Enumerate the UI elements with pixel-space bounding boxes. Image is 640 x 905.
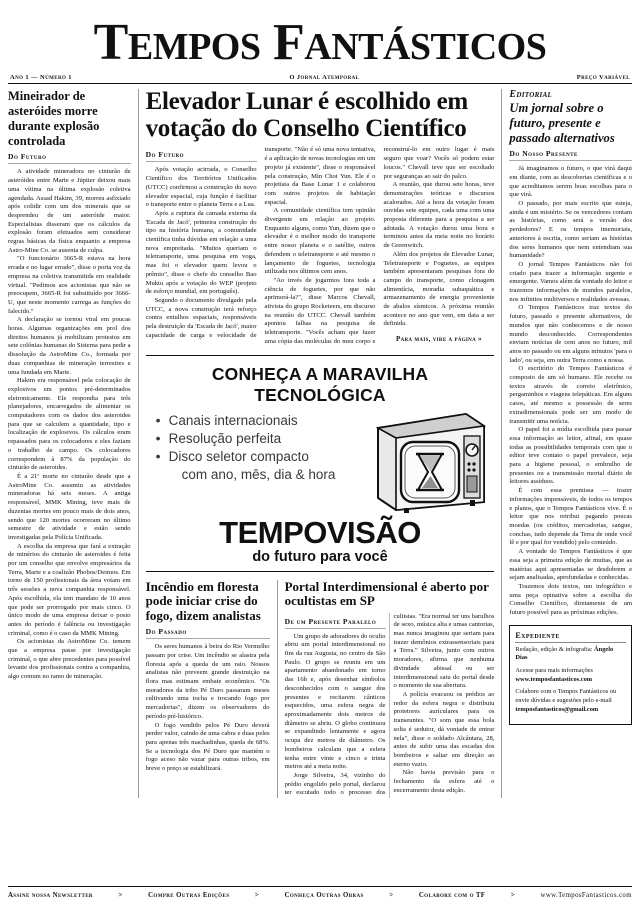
footer-link-editions[interactable]: Compre Outras Edições — [148, 891, 230, 899]
paragraph: Após votação acirrada, o Conselho Científico dos Territórios Unificados (UTCC) confirmou a construção do novo elevador espacial, cuja função é facilitar o transporte entre o planeta Terra e a Lua. — [145, 166, 257, 209]
paragraph: Após a ruptura da camada externa da 'Escada de Jacó', primeira construção do tipo na história humana, a comunidade científica tinha dúvidas em relação a uma nova empreitada. "Muitos queriam o teletransporte, uma pesquisa em voga, mas foi o elevador quem levou o prêmio", disse o chefe do conselho Bao Muktu após a votação do WEP (projeto de esforço mundial, em português). — [145, 209, 257, 296]
paragraph: É com essa premissa — trazer informações impensáveis, de todos os tempos e planos, que o Tempos Fantásticos vive. É o leitor que nos retribui pagando poucas moedas (ou créditos, mercadorias, sangue, conchas, tudo depende da Terra de onde você lê e por qual for vendido) pelo conteúdo. — [509, 487, 633, 547]
editorial-column — [502, 89, 632, 798]
issue-number: Ano 1 — Número 1 — [10, 74, 72, 82]
title-t: T — [93, 14, 128, 71]
ad-slogan: do futuro para você — [252, 548, 388, 565]
ad-headline: CONHEÇA A MARAVILHA TECNOLÓGICA — [211, 363, 429, 405]
ad-feature-continuation: com ano, mês, dia & hora — [181, 467, 336, 483]
paragraph: O jornal Tempos Fantásticos não foi criado para trazer a informação urgente e emergente. Vamos além da vontade do leitor e trazemos informações de mundos paralelos, nos infinitos multiversos e realidades avessas. — [509, 260, 633, 303]
footer-link-collaborate[interactable]: Colabore com o TF — [418, 891, 486, 899]
expediente-contact-label: Acesse para mais informações — [515, 667, 593, 675]
ad-feature-item — [156, 448, 365, 484]
footer-website[interactable]: www.TemposFantasticos.com — [540, 891, 632, 899]
newspaper-price: Preço Variável — [576, 74, 630, 82]
fire-article-byline: Do Passado — [146, 627, 270, 639]
lower-articles — [146, 580, 495, 798]
paragraph: O passado, por mais escrito que esteja, ainda é um mistério. Se os vencedores contam as histórias, como será a versão dos perdedores? E os tempos imemoriais, anteriores à escrita, como seriam as histórias dos seres humanos que nem entendiam sua humanidade? — [509, 199, 633, 260]
paragraph: O escritório do Tempos Fantásticos é composto de um só humano. Ele recebe os textos através de correio eletrônico, pergaminhos e viagens telepáticas. Em alguns casos, até mesmo a possessão de seres extradimensionais pode ser um modo de transmitir uma notícia. — [509, 365, 633, 425]
paragraph: É a 21ª morte no cinturão desde que a AstroMine Co. assumiu as atividades mineradoras há seis meses. A antiga responsável, MMK Mining, teve mais de duzentas mortes em pouco mais de dois anos, sendo que 120 mortes ocorreram no último semestre de atividade e estão sendo investigadas pela Polícia Unificada. — [8, 473, 131, 541]
paragraph: Já imaginamos o futuro, o que virá daqui em diante, com as descobertas científicas e o que acreditamos serem boas escolhas para o que virá. — [509, 165, 633, 199]
editorial-byline: Do Nosso Presente — [509, 149, 632, 161]
footer-bar — [8, 886, 632, 899]
ad-feature-label: Disco seletor compacto — [168, 449, 309, 464]
expediente-credit — [515, 646, 626, 663]
masthead-subline — [8, 71, 632, 84]
paragraph: A atividade mineradora no cinturão de asteróides entre Marte e Júpiter deixou mais uma vítima na última explosão coletiva agendada. Assad Hakim, 39, morreu asfixiado após colidir com um dos minerais que se desprendeu de um asteróide maior. Especialistas disseram que os cálculos da explosão foram efetuados sem considerar regras básicas da física enquanto a empresa Astro-Mine Co. se ausenta de culpa. — [8, 168, 131, 254]
paragraph: Jorge Silveira, 34, vizinho do prédio engolido pelo portal, declarou ter escutado todo o processo dos cultistas. "Era normal ter uns barulhos de sexo, música alta e umas cantorias, mas nunca imaginou que seriam para trazer demônios extrassensoriais para a Terra." Silveira, junto com outros moradores, afirma que nenhuma divindade abissal ou ser interdimensional saiu do portal desde o momento de sua abertura. — [284, 612, 495, 797]
ad-feature-item: • Resolução perfeita — [156, 430, 365, 448]
newspaper-title — [8, 14, 632, 71]
editorial-headline: Um jornal sobre o futuro, presente e passado alternativos — [509, 101, 615, 145]
fire-article — [146, 580, 278, 798]
left-column — [8, 89, 138, 798]
portal-article-columns — [285, 613, 495, 798]
paragraph: A vontade do Tempos Fantásticos é que essa seja a primeira edição de muitas, que as matérias aqui apresentadas se desdobrem e sejam analisadas, aprofundadas e conhecidas. — [509, 548, 633, 582]
paragraph: "Ao invés de jogarmos fora toda a ciência de foguetes, por que não aprimorá-la?", disse Marcos Chevall, ativista do grupo Rocketeers, em discurso na reunião do UTCC. Chevall também apontou falhas na pesquisa de teletransporte. "Vocês acham que fazer uma cópia das moléculas do meu corpo e reconstruí-lo em outro lugar é mais seguro que voar? Vocês só podem estar loucos." Chevall teve que ser escoltado por seguranças ao sair do palco. — [264, 146, 495, 345]
paragraph: A declaração se tornou viral em poucas horas. Algumas organizações em prol dos direitos humanos já mobilizam protestos em sete colônias humanas do Sistema para pedir a dissolução da AstroMine Co., formada por duas companhias de mineração terrestres e uma fundada em Marte. — [8, 316, 131, 376]
main-article-body — [146, 146, 495, 346]
title-antasticos: ANTÁSTICOS — [304, 26, 547, 68]
main-article-byline: Do Futuro — [146, 150, 257, 162]
paragraph: O fogo vendido pelos Pé Duro deverá perder valor, caindo de uma cabra e duas peles para apenas três machadinhas, queda de 68%. Se a tecnologia dos Pé Duro que mantém o fogo aceso não vazar para outras tribos, em breve o preço se estabilizará. — [145, 721, 270, 773]
expediente-website — [515, 667, 626, 684]
expediente-collab-label: Colabore com o Tempos Fantásticos ou envie dúvidas e sugestões pelo e-mail — [515, 688, 617, 704]
paragraph: O Tempos Fantásticos traz textos do futuro, passado e presente alternativos, de mundos que não conhecemos e de nosso mundo desconhecido. Correspondentes enviam notícias de cem anos no futuro, mil anos no passado ou em alguns minutos 'para o lado', ou seja, em outra Terra como a nossa. — [509, 304, 633, 364]
portal-article-headline: Portal Interdimensional é aberto por ocultistas em SP — [284, 578, 489, 609]
editorial-body — [509, 165, 632, 618]
expediente-contact-value[interactable]: www.temposfantasticos.com — [515, 675, 593, 683]
footer-link-newsletter[interactable]: Assine nossa Newsletter — [8, 891, 93, 899]
ad-feature-list — [156, 412, 365, 485]
portal-article-body — [285, 613, 495, 798]
center-column — [138, 89, 503, 798]
paragraph: "O funcionário 3665-R estava na hora errada e no lugar errado", disse o porta voz da empresa na coletiva transmitida em realidade virtual. "Pedimos aos acionistas que não se preocupem, 3665-R foi substituído por 3666-U, que neste momento carrega as funções do falecido." — [8, 255, 131, 315]
content-grid — [8, 89, 632, 798]
portal-article — [278, 580, 495, 798]
chevron-right-icon: > — [389, 891, 394, 899]
expediente-box — [509, 625, 632, 725]
ad-content-row — [150, 412, 491, 519]
left-article-byline: Do Futuro — [8, 152, 131, 164]
left-article-body — [8, 168, 131, 681]
expediente-role-value: Ângelo Dias — [515, 645, 614, 662]
paragraph: Um grupo de adoradores do oculto abriu um portal interdimensional no fim da rua Augusta, no centro de São Paulo. O grupo se reuniu em um apartamento abandonado em torno das 16h e, após desenhar símbolos desconhecidos com o sangue dos presentes e recitarem cânticos esquecidos, uma esfera negra de aproximadamente dois metros de diâmetro se abriu. O globo continuou se expandindo lentamente e agora ocupa dez metros de diâmetro. Os bombeiros calculam que a esfera tenha entre vinte e cinco e trinta metros até a meia noite. — [284, 632, 386, 771]
chevron-right-icon: > — [254, 891, 260, 899]
tempovisao-advertisement[interactable] — [146, 355, 495, 572]
ad-feature-list-wrap — [150, 412, 365, 485]
title-f: F — [272, 14, 305, 71]
expediente-collab-value[interactable]: temposfantasticos@gmail.com — [515, 705, 599, 713]
paragraph: Hakim era responsável pela colocação de explosivos em pontos pré-determinados eletronicamente. Ele respondia para três planejadores, encarregados de alimentar os computadores com os dados dos asteroides para que se calculem a quantidade, tipo e localização de explosivos. Os cálculos eram repassados para os colocadores e eles faziam o trabalho de campo. Os colocadores correspondem à 87% da população do cinturão de asteroides. — [8, 377, 131, 472]
footer-link-other-works[interactable]: Conheça Outras Obras — [284, 891, 364, 899]
paragraph: Os seres humanos à beira do Rio Vermelho passam por crise. Um incêndio se alastra pela floresta após a queda de um raio. Nossos analistas não preveem grande destruição na flora mas estimam embate econômico. "Os moradores da tribo Pé Duro passaram meses cultivando uma tocha e trocando fogo por mercadorias", dizem os observadores do período pré-histórico. — [145, 643, 270, 720]
chevron-right-icon: > — [118, 891, 123, 899]
expediente-role-label: Redação, edição & infografia: — [515, 645, 593, 653]
title-empos: EMPOS — [127, 26, 261, 68]
fire-article-headline: Incêndio em floresta pode iniciar crise do fogo, dizem analistas — [145, 578, 261, 623]
paragraph: Os acionistas da AstroMine Co. temem que a empresa passe por investigação criminal, o que abre precedentes para possível levante dos profissionais contra a companhia, algo comum no ramo de mineração. — [8, 638, 131, 681]
expediente-email — [515, 688, 626, 714]
editorial-kicker: Editorial — [509, 89, 553, 101]
main-article-columns — [146, 146, 495, 346]
paragraph: Não havia previsão para o fechamento da esfera até o encerramento desta edição. — [393, 769, 495, 794]
masthead — [8, 8, 632, 84]
paragraph: O papel foi a mídia escolhida para passar essa informação ao leitor, afinal, em quase todas as possibilidades temporais com que o editor teve contato o papel prevalece, seja para a higiene pessoal, o embrulho de presentes ou a transmissão mortal diário de leitores assíduos. — [509, 426, 633, 486]
main-article-headline: Elevador Lunar é escolhido em votação do Conselho Científico — [145, 88, 468, 142]
newspaper-tagline: O Jornal Atemporal — [289, 74, 360, 82]
ad-brand-name: TEMPOVISÃO — [219, 514, 421, 550]
paragraph: Além dos projetos de Elevador Lunar, Teletransporte e Foguetes, as equipes também apresentaram pesquisas fora do campo do transporte, como clonagem alimentícia, moradia subaquática e armazenamento de energia proveniente de abalos sísmicos. A próxima reunião acontece no ano que vem, em data a ser definida. — [383, 250, 495, 328]
expediente-title: Expediente — [515, 631, 626, 643]
paragraph: A reunião, que durou sete horas, teve demonstrações teóricas e discursos acalorados. Até a hora da votação foram ouvidas sete equipes, cada uma com uma proposta diferente para a pesquisa a ser adotada. A votação durou uma hora e terminou antes da meia noite no horário de Greenwitch. — [383, 181, 495, 250]
chevron-right-icon: > — [510, 891, 516, 899]
left-article-headline: Mineirador de asteróides morre durante explosão controlada — [8, 89, 100, 148]
paragraph: Segundo o documento divulgado pela UTCC, a nova construção terá reforço contra entulhos espaciais, responsáveis pela destruição da 'Escada de Jacó', maior capacidade de carga e velocidade de transporte. "Não é só uma nova tentativa, é a aplicação de novas tecnologias em um projeto já existente", disse o responsável pela construção, Min Choi Yun. Ele é o projetista da Base Lunar 1 e colaborou com outros projetos de habitação espacial. — [145, 146, 376, 339]
fire-article-body — [146, 643, 270, 774]
main-article-jump-link[interactable]: Para mais, vire a página » — [396, 335, 482, 344]
paragraph: A comunidade científica tem opinião divergente em relação ao projeto. Enquanto alguns, como Yun, dizem que o elevador é o melhor modo do transporte entre nosso planeta e o satélite, outros defendem o teletransporte e até mesmo o lançamento de foguetes, tecnologia utilizada nos últimos cem anos. — [264, 207, 376, 276]
ad-feature-item: • Canais internacionais — [156, 412, 365, 430]
portal-article-byline: De um Presente Paralelo — [285, 617, 386, 629]
paragraph: A polícia evacuou os prédios ao redor da esfera negra e distribuiu protetores auriculares para os transeuntes. "O som que essa bola solta é sedutor, dá vontade de entrar nela", disse o soldado Alcântara, 28, antes de subir uma das escadas dos bombeiros e saltar em direção ao eterno vazio. — [393, 690, 495, 768]
paragraph: Trazemos dois textos, um infográfico e uma peça opinativa sobre a escolha do Conselho Científico, diretamente de um futuro possível para as próximas edições. — [509, 582, 633, 617]
paragraph: A escolha da empresa que fará a extração de minérios do cinturão de asteroides é feita por um conselho que envolve empresários da Terra, Marte e a coalizão Phobos/Deimos. Em torno de 150 profissionais da área votam em três sessões a nova companhia responsável. Após escolhida, ela tem mandato de 10 anos que pode ser prorrogado por mais cinco. O único modo de uma empresa deixar o posto antes do período é falência ou investigação criminal, como é o caso da MMK Mining. — [8, 542, 131, 637]
television-illustration — [370, 406, 490, 519]
